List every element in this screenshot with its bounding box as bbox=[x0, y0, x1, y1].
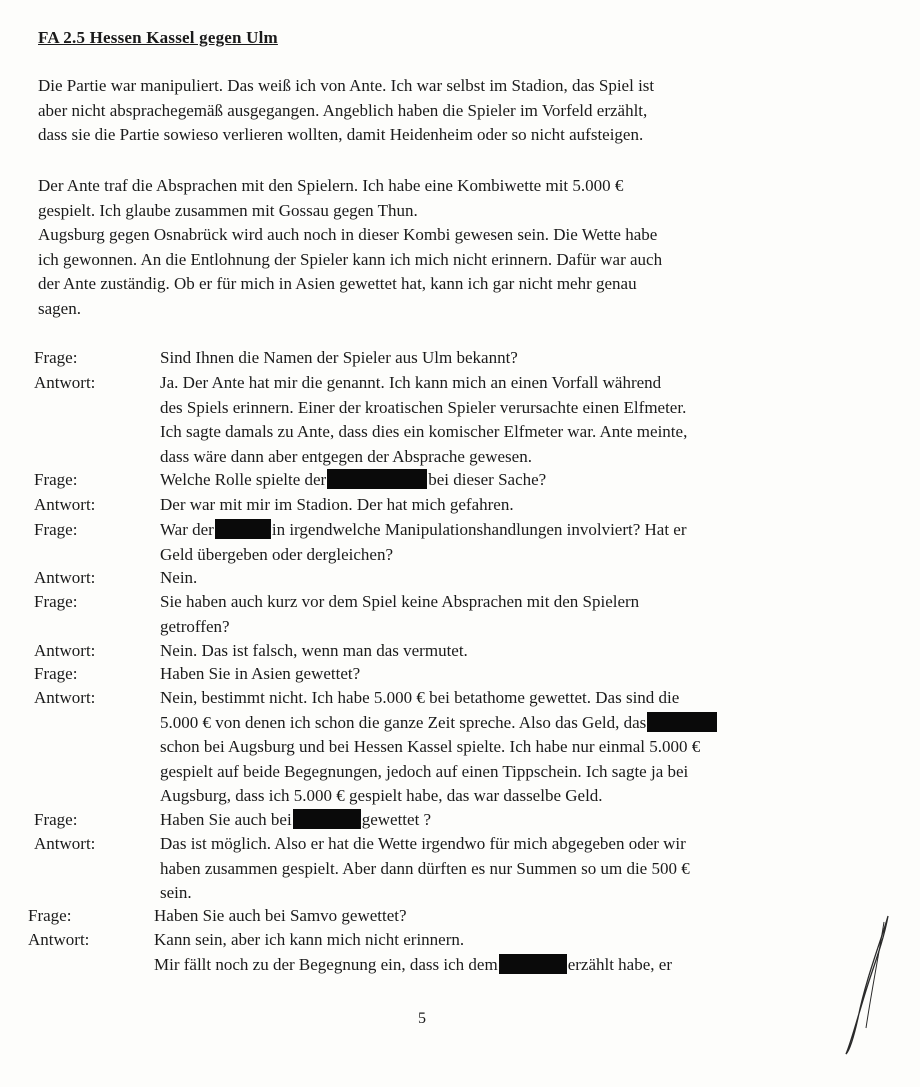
text-line: Ich sagte damals zu Ante, dass dies ein komischer Elfmeter war. Ante meinte, bbox=[160, 422, 688, 441]
text-segment: bei dieser Sache? bbox=[428, 470, 547, 489]
text-line: Nein. bbox=[160, 568, 198, 587]
speaker-label: Frage: bbox=[34, 810, 78, 829]
redaction-bar bbox=[499, 954, 567, 974]
text-line: Augsburg, dass ich 5.000 € gespielt habe, das war dasselbe Geld. bbox=[160, 786, 603, 805]
text-segment: Welche Rolle spielte der bbox=[160, 470, 327, 489]
question-text bbox=[160, 468, 546, 493]
speaker-label: Antwort: bbox=[34, 373, 96, 392]
paragraph-bet-details bbox=[38, 174, 838, 321]
text-line: Haben Sie in Asien gewettet? bbox=[160, 664, 361, 683]
text-line: Haben Sie auch bei Samvo gewettet? bbox=[154, 906, 407, 925]
text-line: getroffen? bbox=[160, 616, 230, 636]
text-line bbox=[160, 711, 718, 736]
question-text bbox=[160, 662, 360, 687]
text-segment: Haben Sie auch bei bbox=[160, 810, 292, 829]
text-line bbox=[160, 518, 687, 543]
paragraph-intro bbox=[38, 74, 838, 148]
page-number: 5 bbox=[418, 1010, 426, 1027]
speaker-label: Antwort: bbox=[34, 568, 96, 587]
speaker-label: Antwort: bbox=[34, 688, 96, 707]
answer-text bbox=[154, 928, 672, 977]
speaker-label: Antwort: bbox=[28, 930, 90, 949]
question-text bbox=[160, 590, 639, 639]
text-line: sagen. bbox=[38, 298, 81, 318]
handwritten-signature bbox=[836, 908, 896, 1058]
speaker-label: Frage: bbox=[34, 592, 78, 611]
text-line: Der war mit mir im Stadion. Der hat mich gefahren. bbox=[160, 495, 514, 514]
text-line: Augsburg gegen Osnabrück wird auch noch in dieser Kombi gewesen sein. Die Wette habe bbox=[38, 225, 658, 244]
text-line: dass wäre dann aber entgegen der Absprache gewesen. bbox=[160, 446, 532, 466]
answer-text bbox=[160, 371, 687, 469]
text-line: Geld übergeben oder dergleichen? bbox=[160, 544, 394, 564]
answer-text bbox=[160, 639, 468, 664]
answer-text bbox=[160, 566, 197, 591]
text-line: Die Partie war manipuliert. Das weiß ich von Ante. Ich war selbst im Stadion, das Spiel ist bbox=[38, 76, 655, 95]
text-line: sein. bbox=[160, 883, 192, 902]
text-line: dass sie die Partie sowieso verlieren wollten, damit Heidenheim oder so nicht aufsteigen. bbox=[38, 125, 644, 144]
text-segment: Mir fällt noch zu der Begegnung ein, dass ich dem bbox=[154, 954, 498, 974]
speaker-label: Frage: bbox=[28, 906, 72, 925]
speaker-label: Antwort: bbox=[34, 834, 96, 853]
text-line: schon bei Augsburg und bei Hessen Kassel spielte. Ich habe nur einmal 5.000 € bbox=[160, 737, 701, 756]
speaker-label: Frage: bbox=[34, 348, 78, 367]
text-line: des Spiels erinnern. Einer der kroatischen Spieler verursachte einen Elfmeter. bbox=[160, 397, 687, 417]
redaction-bar bbox=[215, 519, 271, 539]
text-segment: in irgendwelche Manipulationshandlungen involviert? Hat er bbox=[271, 520, 687, 539]
text-line: Das ist möglich. Also er hat die Wette irgendwo für mich abgegeben oder wir bbox=[160, 834, 686, 853]
section-heading: FA 2.5 Hessen Kassel gegen Ulm bbox=[38, 28, 278, 47]
speaker-label: Frage: bbox=[34, 520, 78, 539]
text-line: aber nicht absprachegemäß ausgegangen. Angeblich haben die Spieler im Vorfeld erzählt, bbox=[38, 100, 648, 120]
text-line: Der Ante traf die Absprachen mit den Spielern. Ich habe eine Kombiwette mit 5.000 € bbox=[38, 176, 624, 195]
text-line: Sind Ihnen die Namen der Spieler aus Ulm bekannt? bbox=[160, 348, 518, 367]
speaker-label: Antwort: bbox=[34, 495, 96, 514]
text-segment: gewettet ? bbox=[361, 810, 432, 829]
answer-text bbox=[160, 686, 718, 809]
answer-text bbox=[160, 832, 690, 906]
speaker-label: Antwort: bbox=[34, 641, 96, 660]
question-text bbox=[160, 518, 687, 567]
text-line: Kann sein, aber ich kann mich nicht erinnern. bbox=[154, 930, 465, 949]
text-line: Nein. Das ist falsch, wenn man das vermutet. bbox=[160, 641, 468, 660]
text-line: der Ante zuständig. Ob er für mich in Asien gewettet hat, kann ich gar nicht mehr genau bbox=[38, 274, 637, 293]
text-line: Nein, bestimmt nicht. Ich habe 5.000 € bei betathome gewettet. Das sind die bbox=[160, 688, 680, 707]
text-line: haben zusammen gespielt. Aber dann dürften es nur Summen so um die 500 € bbox=[160, 858, 690, 878]
text-line bbox=[154, 953, 672, 978]
text-segment: erzählt habe, er bbox=[567, 954, 672, 974]
speaker-label: Frage: bbox=[34, 664, 78, 683]
redaction-bar bbox=[293, 809, 361, 829]
text-line: ich gewonnen. An die Entlohnung der Spieler kann ich mich nicht erinnern. Dafür war auch bbox=[38, 249, 663, 269]
redaction-bar bbox=[647, 712, 717, 732]
text-line: Sie haben auch kurz vor dem Spiel keine Absprachen mit den Spielern bbox=[160, 592, 640, 611]
text-line: gespielt. Ich glaube zusammen mit Gossau gegen Thun. bbox=[38, 200, 418, 220]
text-segment: 5.000 € von denen ich schon die ganze Zeit spreche. Also das Geld, das bbox=[160, 712, 647, 732]
question-text bbox=[154, 904, 407, 929]
answer-text bbox=[160, 493, 514, 518]
text-line: gespielt auf beide Begegnungen, jedoch auf einen Tippschein. Ich sagte ja bei bbox=[160, 761, 689, 781]
text-line: Ja. Der Ante hat mir die genannt. Ich kann mich an einen Vorfall während bbox=[160, 373, 662, 392]
redaction-bar bbox=[327, 469, 427, 489]
text-segment: War der bbox=[160, 520, 214, 539]
question-text bbox=[160, 808, 431, 833]
question-text bbox=[160, 346, 518, 371]
speaker-label: Frage: bbox=[34, 470, 78, 489]
